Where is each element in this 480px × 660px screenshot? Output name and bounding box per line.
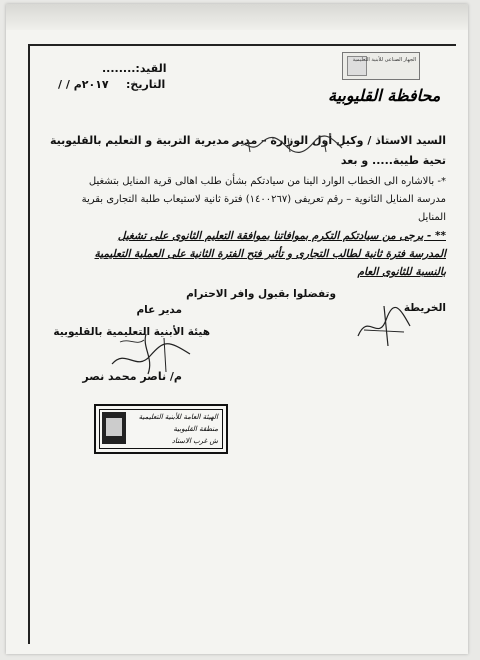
closing-line: وتفضلوا بقبول وافر الاحترام [186, 288, 336, 300]
paragraph2-line2: المدرسة فترة ثانية لطالب التجارى و تأثير فتح الفترة الثانية على العملية التعليمية [94, 248, 446, 260]
paragraph1-line1: *- بالاشاره الى الخطاب الوارد الينا من سيادتكم بشأن طلب اهالى قرية المنايل بتشغيل [88, 176, 446, 187]
document-sheet [6, 4, 468, 654]
reference-label: القيد:........ [102, 62, 167, 75]
stamp-line2: منطقة القليوبية [173, 425, 218, 433]
frame-top-line [28, 44, 456, 46]
recipient-line: السيد الاستاذ / وكيل أول الوزارة – مدير مديرية التربية و التعليم بالقليوبية [50, 134, 446, 147]
signatory-name: م/ ناصر محمد نصر [82, 370, 182, 383]
org-logo [342, 52, 420, 80]
paragraph2-line3: بالنسبة للثانوى العام [357, 266, 446, 278]
greeting-line: تحية طيبة..... و بعد [340, 154, 446, 167]
paragraph2-line1: ** - يرجى من سيادتكم التكرم بموافاتنا بموافقة التعليم الثانوى على تشغيل [117, 230, 446, 242]
paragraph1-line3: المنايل [417, 212, 446, 223]
map-signature [354, 302, 414, 350]
stamp-line3: ش غرب الاستاد [171, 437, 218, 445]
official-stamp [94, 404, 228, 454]
date-value: / / ٢٠١٧م [58, 78, 109, 91]
org-name: محافظة القليوبية [328, 86, 441, 105]
scan-band [6, 4, 468, 30]
paragraph1-line2: مدرسة المنايل الثانوية – رقم تعريفى (١٤٠٠٢٦٧) فترة ثانية لاستيعاب طلبة التجارى بقرية [81, 194, 446, 205]
signatory-title: مدير عام [136, 304, 182, 316]
signatory-authority: هيئة الأبنية التعليمية بالقليوبية [53, 326, 210, 338]
date-label: التاريخ: [126, 78, 166, 91]
map-label: الخريطة [403, 302, 446, 314]
stamp-line1: الهيئة العامة للأبنية التعليمية [138, 413, 218, 421]
stamp-emblem-icon [102, 412, 126, 444]
logo-caption: الجهاز الصناعى للأبنية التعليمية [352, 57, 416, 63]
